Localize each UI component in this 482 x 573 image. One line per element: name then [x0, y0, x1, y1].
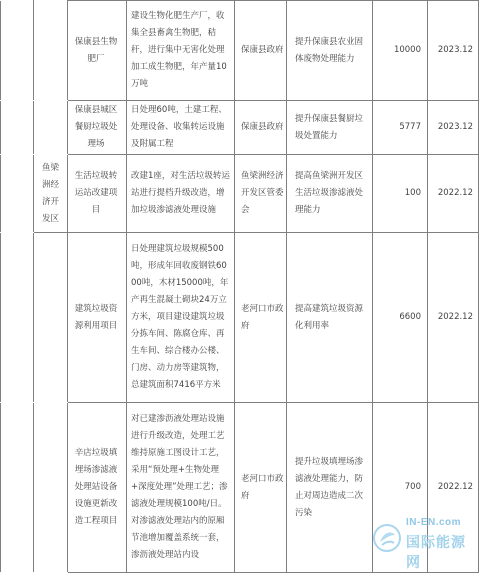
investment-cell: 5777	[373, 101, 428, 155]
category-cell: 鱼梁洲经济开发区	[34, 155, 68, 233]
construction-content-cell: 改建1座，对生活垃圾转运站进行提档升级改造，增加垃圾渗滤液处理设施	[127, 155, 235, 233]
responsible-unit-cell: 保康县政府	[235, 1, 287, 101]
project-name-cell: 辛店垃圾填埋场渗滤液处理站设备设施更新改造工程项目	[68, 403, 127, 573]
construction-content-cell: 对已建渗沥液处理站设施进行升级改造，处理工艺维持原施工图设计工艺，采用“预处理+生物处理+深度处理”处理工艺；渗滤液处理规模100吨/日。对渗滤液处理站内的原厢节池增加覆盖系统一套，渗沥液处理站内设	[127, 403, 235, 573]
region-cell	[1, 403, 34, 573]
project-name-cell: 保康县城区餐厨垃圾处理场	[68, 101, 127, 155]
table-row	[1, 1, 479, 101]
responsible-unit-cell: 鱼梁洲经济开发区管委会	[235, 155, 287, 233]
goal-cell: 提高建筑垃圾资源化利用率	[287, 233, 373, 403]
responsible-unit-cell: 老河口市政府	[235, 403, 287, 573]
deadline-cell: 2022.12	[428, 233, 479, 403]
energy-logo-icon	[372, 523, 402, 553]
goal-cell: 提高鱼梁洲开发区生活垃圾渗滤液处理能力	[287, 155, 373, 233]
responsible-unit-cell: 保康县政府	[235, 101, 287, 155]
investment-cell: 6600	[373, 233, 428, 403]
watermark-url: IN-EN.com	[406, 517, 462, 528]
table-row	[1, 155, 479, 233]
table-row	[1, 101, 479, 155]
goal-cell: 提升垃圾填埋场渗滤液处理能力，防止对周边造成二次污染	[287, 403, 373, 573]
region-cell	[1, 1, 34, 101]
project-name-cell: 建筑垃圾资源利用项目	[68, 233, 127, 403]
region-cell	[1, 155, 34, 233]
watermark-name: 国际能源网	[406, 535, 466, 571]
deadline-cell: 2022.12	[428, 155, 479, 233]
construction-content-cell: 建设生物化肥生产厂，收集全县畜禽生物肥，秸秆，进行集中无害化处理加工成生物肥，年产量10万吨	[127, 1, 235, 101]
region-cell	[1, 101, 34, 155]
region-cell	[1, 233, 34, 403]
category-cell	[34, 233, 68, 403]
project-name-cell: 保康县生物肥厂	[68, 1, 127, 101]
investment-cell: 10000	[373, 1, 428, 101]
construction-content-cell: 日处理建筑垃圾规模500吨，形成年回收废钢铁6000吨，木材15000吨，年产再生混凝土砌块24万立方米，项目建设建筑垃圾分拣车间、陈腐仓库、再生车间、综合楼办公楼、门房、动力房等建筑物，总建筑面积7416平方米	[127, 233, 235, 403]
deadline-cell: 2023.12	[428, 1, 479, 101]
responsible-unit-cell: 老河口市政府	[235, 233, 287, 403]
deadline-cell: 2023.12	[428, 101, 479, 155]
deadline-cell: 2022.12	[428, 403, 479, 573]
investment-cell: 100	[373, 155, 428, 233]
table-row	[1, 233, 479, 403]
category-cell	[34, 403, 68, 573]
site-watermark	[368, 515, 478, 571]
goal-cell: 提升保康县农业固体废物处理能力	[287, 1, 373, 101]
category-cell	[34, 101, 68, 155]
category-cell	[34, 1, 68, 101]
project-name-cell: 生活垃圾转运站改建项目	[68, 155, 127, 233]
investment-cell: 700	[373, 403, 428, 573]
goal-cell: 提升保康县餐厨垃圾处置能力	[287, 101, 373, 155]
construction-content-cell: 日处理60吨，土建工程、处理设备、收集转运设施及附属工程	[127, 101, 235, 155]
